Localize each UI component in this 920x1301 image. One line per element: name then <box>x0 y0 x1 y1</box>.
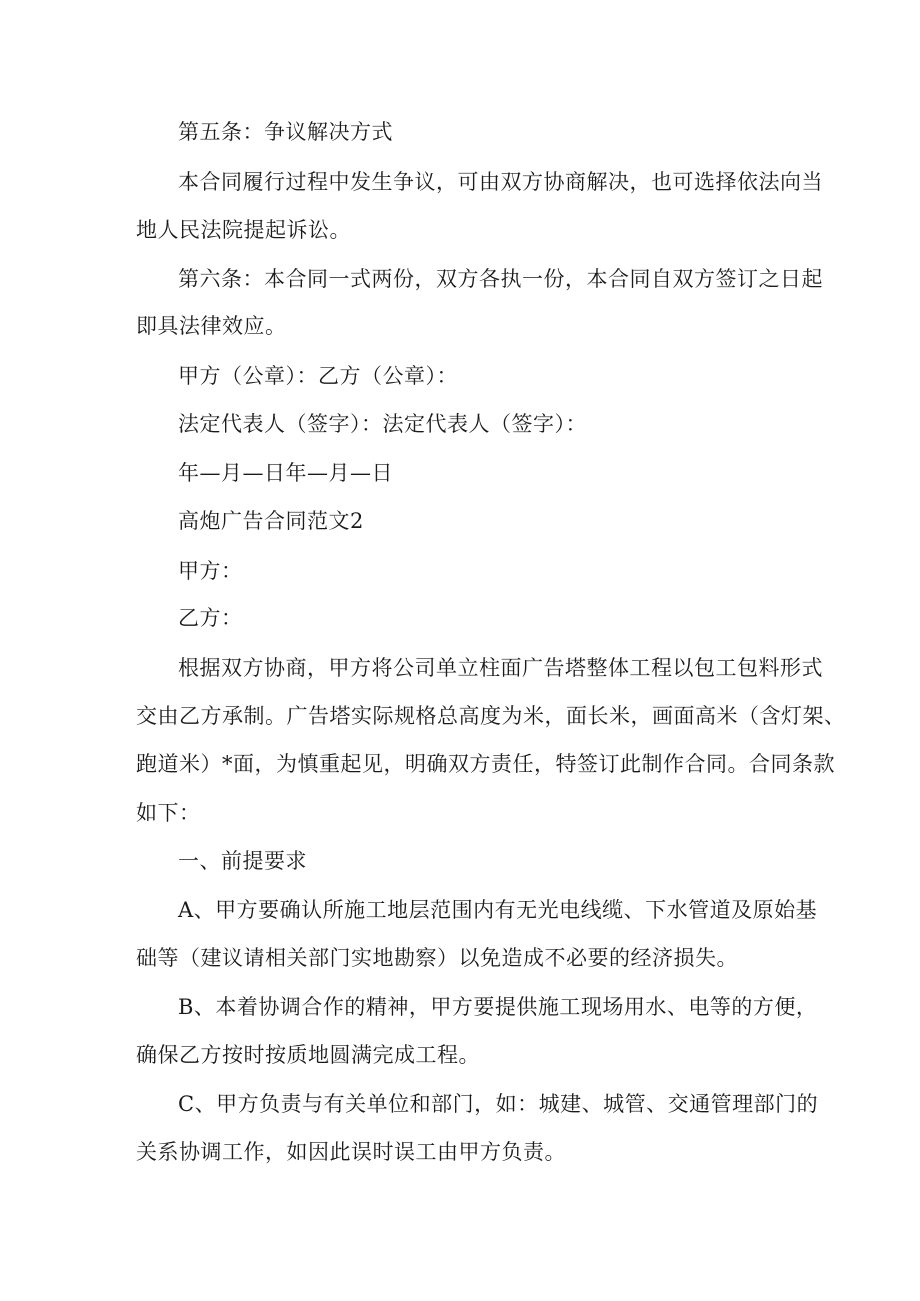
paragraph-line: 础等（建议请相关部门实地勘察）以免造成不必要的经济损失。 <box>136 946 738 970</box>
clause-b-line: B、本着协调合作的精神，甲方要提供施工现场用水、电等的方便， <box>178 995 818 1019</box>
paragraph-line: 地人民法院提起诉讼。 <box>136 218 351 242</box>
date-line: 年—月—日年—月—日 <box>178 461 393 485</box>
paragraph-line: 关系协调工作，如因此误时误工由甲方负责。 <box>136 1140 566 1164</box>
clause-a-line: A、甲方要确认所施工地层范围内有无光电线缆、下水管道及原始基 <box>178 898 818 922</box>
paragraph-line: 跑道米）*面，为慎重起见，明确双方责任，特签订此制作合同。合同条款 <box>136 752 835 776</box>
paragraph-line: 确保乙方按时按质地圆满完成工程。 <box>136 1043 480 1067</box>
seal-line: 甲方（公章）：乙方（公章）： <box>178 364 458 388</box>
paragraph-line: 本合同履行过程中发生争议，可由双方协商解决，也可选择依法向当 <box>178 170 823 194</box>
signature-line: 法定代表人（签字）：法定代表人（签字）： <box>178 412 587 436</box>
paragraph-line: 即具法律效应。 <box>136 314 287 338</box>
paragraph-line: 交由乙方承制。广告塔实际规格总高度为米，面长米，画面高米（含灯架、 <box>136 704 846 728</box>
article-5-heading: 第五条：争议解决方式 <box>178 120 393 144</box>
paragraph-line: 如下： <box>136 801 201 825</box>
clause-c-line: C、甲方负责与有关单位和部门，如：城建、城管、交通管理部门的 <box>178 1092 819 1116</box>
party-a-label: 甲方： <box>178 559 243 583</box>
section-heading: 一、前提要求 <box>178 849 307 873</box>
article-6-line: 第六条：本合同一式两份，双方各执一份，本合同自双方签订之日起 <box>178 267 823 291</box>
document-title: 高炮广告合同范文2 <box>178 509 364 533</box>
paragraph-line: 根据双方协商，甲方将公司单立柱面广告塔整体工程以包工包料形式 <box>178 656 823 680</box>
party-b-label: 乙方： <box>178 606 243 630</box>
